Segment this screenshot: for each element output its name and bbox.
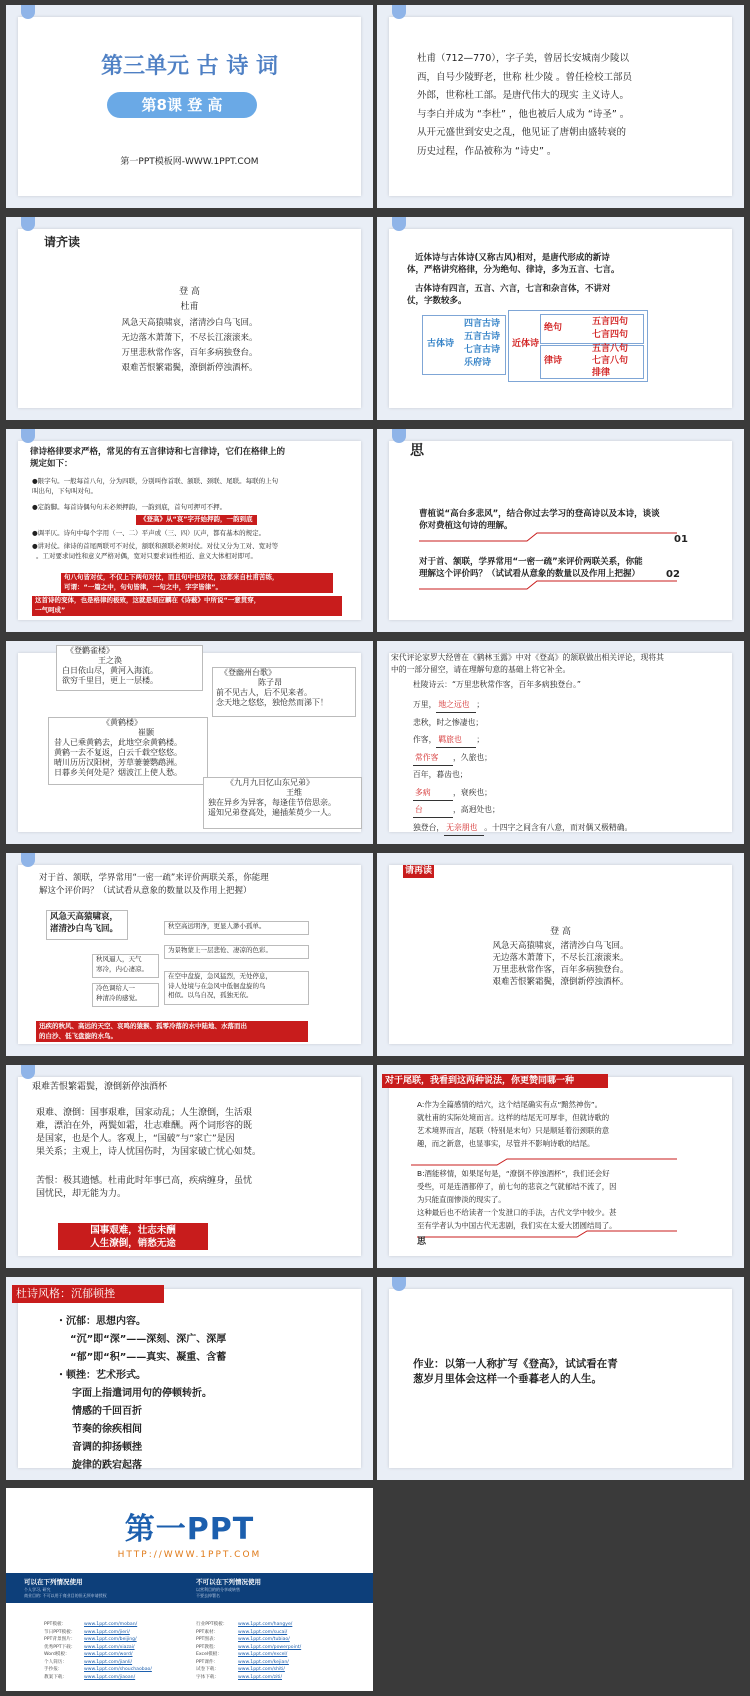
note-line: 冷色调给人一 — [96, 984, 135, 992]
slide-3[interactable] — [6, 217, 373, 420]
q1-line: 你对费植这句诗的理解。 — [419, 521, 513, 531]
red-note-2 — [32, 596, 342, 616]
lesson-pill: 第8课 登 高 — [107, 92, 257, 118]
style-line: 音调的抑扬顿挫 — [72, 1442, 142, 1453]
fill-row — [413, 821, 632, 836]
style-bar: 杜诗风格：沉郁顿挫 — [12, 1285, 164, 1303]
bio-line: 历史过程，作品被称为 “诗史” 。 — [417, 145, 557, 157]
link-label: 试卷下载： — [196, 1667, 219, 1672]
poem-d-author: 王维 — [286, 788, 302, 797]
link-label: PPT素材： — [196, 1629, 219, 1635]
link-label: PPT模板： — [44, 1622, 67, 1627]
view-a-line: 就杜甫的实际处境而言。这样的结尾无可厚非，但就诗歌的 — [417, 1113, 610, 1122]
poem-line: 艰难苦恨繁霜鬓，潦倒新停浊酒杯。 — [492, 977, 629, 987]
style-line: 字面上指遣词用句的停顿转折。 — [72, 1388, 212, 1399]
style-line: “郁”即“积”——真实、凝重、含蓄 — [70, 1352, 227, 1363]
fill-row — [413, 751, 492, 766]
style-line: “沉”即“深”——深刻、深广、深厚 — [70, 1334, 227, 1345]
link-url[interactable]: www.1ppt.com/ziti/ — [238, 1674, 282, 1680]
lv-item: 排律 — [592, 368, 611, 378]
fill-row — [413, 768, 468, 782]
style-line: 情感的千回百折 — [72, 1406, 142, 1417]
poem-author: 杜甫 — [180, 302, 199, 312]
link-label: Word模板： — [44, 1652, 70, 1657]
link-label: PPT课件： — [196, 1659, 219, 1665]
gu-label: 古体诗 — [427, 339, 455, 349]
jin-label: 近体诗 — [512, 339, 540, 349]
link-label: PPT图表： — [196, 1637, 219, 1642]
fill-row-suffix: ； — [476, 700, 485, 709]
note-box — [164, 971, 309, 1005]
gu-item: 五言古诗 — [464, 332, 501, 342]
note-box — [92, 954, 159, 978]
rules-title-2: 规定如下： — [30, 459, 73, 469]
analysis-line: 艰难、潦倒：国事艰难，国家动乱；人生潦倒，生活艰 — [36, 1108, 253, 1118]
bookmark-icon — [392, 1277, 406, 1291]
link-label: 教案下载： — [44, 1674, 67, 1680]
poem-b-author: 陈子昂 — [258, 678, 282, 687]
poem-line: 万里悲秋常作客，百年多病独登台。 — [121, 348, 258, 358]
fill-row-suffix: ； — [476, 735, 485, 744]
rhyme-note: 《登高》从“哀”字开始押韵，一韵到底 — [136, 515, 257, 525]
link-url[interactable]: www.1ppt.com/word/ — [84, 1652, 133, 1657]
slide-4[interactable] — [377, 217, 744, 420]
slide-12[interactable] — [377, 1065, 744, 1268]
fill-answer[interactable]: 多病 — [413, 786, 453, 801]
poem-c-line: 昔人已乘黄鹤去，此地空余黄鹤楼。 — [54, 738, 182, 747]
intro-line: 宋代评论家罗大经曾在《鹤林玉露》中对《登高》的颔联做出相关评论，现将其 — [391, 653, 664, 662]
ppt-logo: 第一PPT — [124, 1512, 255, 1547]
poem-line: 风急天高猿啸哀，渚清沙白鸟飞回。 — [121, 318, 258, 328]
poem-line: 风急天高猿啸哀，渚清沙白鸟飞回。 — [492, 941, 629, 951]
link-label: 优秀PPT下载： — [44, 1644, 76, 1650]
rule-line: ●定韵脚。每首诗偶句句末必须押韵，一韵到底，首句可押可不押。 — [32, 503, 227, 511]
rule-line: ●调平仄。诗句中每个字用（一、二）平声或（三、四）仄声，都有基本的规定。 — [32, 529, 266, 537]
analysis-line: 是国家，也是个人。客观上，“国破”与“家亡”是因 — [36, 1134, 235, 1144]
slide-14[interactable] — [377, 1277, 744, 1480]
poem-a-title: 《登鹳雀楼》 — [66, 646, 114, 655]
poem-line: 风急天高猿啸哀， — [50, 912, 119, 922]
question-underlines — [377, 429, 744, 632]
fill-row-suffix: ，高迥处也； — [453, 805, 500, 814]
view-b-line: 为只能直面惨淡的现实了。 — [417, 1195, 506, 1204]
bio-line: 外郎，世称杜工部。是唐代伟大的现实 主义诗人。 — [417, 90, 630, 101]
poem-d-title: 《九月九日忆山东兄弟》 — [226, 778, 314, 787]
poem-line: 无边落木萧萧下，不尽长江滚滚来。 — [492, 953, 629, 963]
poem-line: 渚清沙白鸟飞回。 — [50, 924, 119, 934]
view-b-line: 至有学者认为中国古代无悲剧，我们实在太爱大团圆结局了。 — [417, 1221, 617, 1230]
link-url[interactable]: www.1ppt.com/shouchaobao/ — [84, 1667, 152, 1672]
poem-line: 无边落木萧萧下，不尽长江滚滚来。 — [121, 333, 258, 343]
analysis-line: 苦恨：极其遗憾。杜甫此时年事已高，疾病缠身，虽忧 — [36, 1176, 253, 1186]
note-line: 种清冷的感觉。 — [96, 993, 142, 1002]
poem-d-line: 独在异乡为异客，每逢佳节倍思亲。 — [208, 798, 336, 807]
fill-row-suffix: ，衰疾也； — [453, 787, 492, 797]
fill-row-suffix: 。十四字之间含有八意，而对偶又极精确。 — [484, 822, 633, 832]
poem-title: 登 高 — [179, 287, 200, 297]
slide-2[interactable] — [377, 5, 744, 208]
analysis-line: 国忧民，却无能为力。 — [36, 1189, 127, 1199]
link-url[interactable]: www.1ppt.com/moban/ — [84, 1622, 138, 1627]
jue-label: 绝句 — [544, 323, 563, 333]
view-a-line: 趣，而之新意，也显事实，尽管并不影响诗歌的结尾。 — [417, 1139, 595, 1148]
fill-answer[interactable]: 无亲朋也 — [444, 821, 484, 836]
bio-line: 从开元盛世到安史之乱，他见证了唐朝由盛转衰的 — [417, 127, 627, 138]
fill-row — [413, 786, 492, 801]
poem-b-line: 前不见古人，后不见来者。 — [216, 688, 312, 697]
fill-row — [413, 698, 484, 713]
bookmark-icon — [392, 5, 406, 19]
bookmark-icon — [392, 217, 406, 231]
fill-row-suffix: ，久旅也； — [453, 752, 492, 762]
bookmark-icon — [21, 5, 35, 19]
site-credit: 第一PPT模板网-WWW.1PPT.COM — [120, 157, 259, 167]
link-label: PPT教程： — [196, 1644, 219, 1650]
link-label: 行业PPT模板： — [196, 1622, 228, 1627]
conclusion-box — [58, 1223, 208, 1250]
link-label: Excel模板： — [196, 1652, 222, 1657]
cannot-line: 以营利目的的分享或转售 — [196, 1587, 240, 1592]
slide-9[interactable] — [6, 853, 373, 1056]
link-url[interactable]: www.1ppt.com/jieri/ — [84, 1629, 130, 1635]
note-box: 秋空高远明净，更显人渺小孤单。 — [164, 921, 309, 935]
style-line: ・沉郁：思想内容。 — [56, 1316, 146, 1327]
style-line: 旋律的跌宕起落 — [72, 1460, 142, 1471]
style-line: 节奏的徐疾相间 — [72, 1424, 142, 1435]
fill-row-prefix: 独登台， — [413, 822, 445, 832]
poem-b-line: 念天地之悠悠，独怆然而涕下！ — [216, 698, 328, 707]
link-url[interactable]: www.1ppt.com/powerpoint/ — [238, 1644, 302, 1650]
red-note-1 — [61, 573, 333, 593]
poem-a-line: 白日依山尽，黄河入海流。 — [62, 666, 158, 675]
can-line: 商业目的: 不可以用于商业目的但无须申请授权 — [24, 1593, 107, 1598]
compare-bar: 对于尾联，我看到这两种说法，你更赞同哪一种 — [382, 1074, 608, 1088]
p1-line2: 体，严格讲究格律，分为绝句、律诗，多为五言、七言。 — [407, 265, 620, 275]
poem-c-author: 崔颢 — [138, 728, 154, 737]
bio-line: 与李白并成为 “李杜” ，他也被后人成为 “诗圣” 。 — [417, 108, 630, 120]
link-url[interactable]: www.1ppt.com/beijing/ — [84, 1637, 137, 1642]
note-line: 在空中盘旋，急风猛烈，无处停息， — [168, 972, 272, 980]
unit-title: 第三单元 古 诗 词 — [101, 54, 278, 79]
link-url[interactable]: www.1ppt.com/excel/ — [238, 1652, 288, 1657]
read-heading: 请齐读 — [44, 235, 81, 249]
bio-line: 杜甫（712—770），字子美，曾居长安城南少陵以 — [417, 53, 630, 64]
rule-line: 叫出句，下句叫对句。 — [32, 487, 97, 495]
slide-13[interactable] — [6, 1277, 373, 1480]
analysis-line: 难，漂泊在外，两鬓如霜，壮志难酬。两个词形容的既 — [36, 1121, 253, 1131]
poem-c-line: 黄鹤一去不复返，白云千载空悠悠。 — [54, 748, 182, 757]
can-line: 个人学习, 研究 — [24, 1587, 51, 1592]
fill-row — [413, 716, 483, 730]
note-box: 为景物蒙上一层悲怆、凄凉的色彩。 — [164, 945, 309, 959]
gu-item: 乐府诗 — [464, 358, 492, 368]
verse-line: 艰难苦恨繁霜鬓，潦倒新停浊酒杯 — [32, 1082, 168, 1092]
lv-item: 五言八句 — [592, 344, 629, 354]
view-b-line: 这种最后也不给读者一个发泄口的手法，古代文学中较少。甚 — [417, 1208, 617, 1217]
ppt-url: HTTP://WWW.1PPT.COM — [117, 1550, 262, 1560]
image-summary — [36, 1021, 308, 1042]
view-b-line: 受些，可是连酒都停了，前七句的悲哀之气就郁结不流了，因 — [417, 1182, 617, 1191]
summary-line: 的白沙、低飞盘旋的水鸟。 — [39, 1031, 117, 1040]
jue-item: 七言四句 — [592, 330, 629, 340]
link-label: PPT背景图片： — [44, 1637, 76, 1642]
style-line: ・顿挫：艺术形式。 — [56, 1370, 146, 1381]
slide-7[interactable] — [6, 641, 373, 844]
q1-line: 曹植说“高台多悲风”，结合你过去学习的登高诗以及本诗，谈谈 — [419, 509, 660, 519]
fill-row-prefix: 万里， — [413, 700, 437, 709]
note-box — [92, 983, 159, 1007]
slide-5[interactable] — [6, 429, 373, 632]
note-line: 诗人处境与在急风中低徊盘旋的鸟 — [168, 981, 266, 990]
slide-15[interactable] — [6, 1488, 373, 1691]
red-note-1-line: 可谓：“一篇之中，句句皆律，一句之中，字字皆律”。 — [64, 582, 223, 591]
fill-row — [413, 803, 500, 818]
poem-c-line: 日暮乡关何处是？烟波江上使人愁。 — [54, 768, 182, 777]
q1-number: 01 — [674, 534, 688, 545]
gu-item: 七言古诗 — [464, 345, 501, 355]
red-note-2-line: 一气呵成” — [35, 605, 66, 614]
q2-line: 对于首、颔联，学界常用“一密一疏”来评价两联关系，你能 — [419, 557, 643, 567]
link-url[interactable]: www.1ppt.com/kejian/ — [238, 1659, 289, 1665]
bookmark-icon — [21, 217, 35, 231]
link-label: 手抄报： — [44, 1667, 63, 1672]
conclusion-line: 国事艰难，壮志未酬 — [90, 1225, 176, 1236]
fill-row-prefix: 悲秋，时之惨凄也； — [413, 717, 484, 727]
intro-line: 中的一部分留空，请在理解句意的基础上将它补全。 — [391, 665, 571, 674]
slide-11[interactable] — [6, 1065, 373, 1268]
fill-row-prefix: 作客， — [413, 735, 437, 744]
q2-line: 理解这个评价吗？（试试看从意象的数量以及作用上把握） — [419, 569, 641, 579]
red-note-2-line: 这首诗的变体，也是格律的极致，这就是胡应麟在《诗薮》中所说“一意贯穿， — [35, 596, 261, 604]
poem-a-author: 王之涣 — [98, 656, 122, 665]
link-url[interactable]: www.1ppt.com/xiazai/ — [84, 1644, 135, 1650]
q2-number: 02 — [666, 569, 680, 580]
link-url[interactable]: www.1ppt.com/sucai/ — [238, 1629, 288, 1635]
jue-item: 五言四句 — [592, 317, 629, 327]
think-heading: 思 — [410, 443, 424, 459]
view-a-line: 艺术境界而言，尾联（特别是末句）只是顺延着衍颈联的意 — [417, 1126, 610, 1135]
poem-title: 登 高 — [550, 927, 571, 937]
homework-line: 作业：以第一人称扩写《登高》，试试看在青 — [413, 1358, 618, 1370]
rule-line: 。工对要求词性和意义严格对偶，宽对只要求词性相近、意义大体相对即可。 — [36, 552, 257, 560]
fill-row — [413, 733, 484, 748]
link-label: 个人简历： — [44, 1659, 67, 1665]
link-url[interactable]: www.1ppt.com/hangye/ — [238, 1622, 293, 1627]
gu-item: 四言古诗 — [464, 319, 501, 329]
analysis-line: 果关系；主观上，诗人忧国伤时，为国家破亡忧心如焚。 — [36, 1147, 262, 1157]
link-url[interactable]: www.1ppt.com/jiaoan/ — [84, 1674, 136, 1680]
accent-lines — [377, 1065, 744, 1268]
slide-10[interactable] — [377, 853, 744, 1056]
q-line: 解这个评价吗？（试试看从意象的数量以及作用上把握） — [39, 886, 252, 896]
bookmark-icon — [21, 429, 35, 443]
lv-item: 七言八句 — [592, 356, 629, 366]
poem-line: 艰难苦恨繁霜鬓，潦倒新停浊酒杯。 — [121, 363, 258, 373]
fill-answer[interactable]: 羁旅也 — [436, 733, 476, 748]
bio-line: 西，自号少陵野老，世称 杜少陵 。曾任检校工部员 — [417, 71, 633, 83]
poem-a-line: 欲穷千里目，更上一层楼。 — [62, 676, 158, 685]
cannot-line: 不要去掉署名 — [196, 1593, 220, 1598]
poem-d-line: 遥知兄弟登高处，遍插茱萸少一人。 — [208, 808, 336, 817]
link-url[interactable]: www.1ppt.com/shiti/ — [238, 1667, 285, 1672]
bookmark-icon — [21, 853, 35, 867]
reread-tag: 请再读 — [405, 866, 433, 876]
homework-line: 葱岁月里体会这样一个垂暮老人的人生。 — [413, 1373, 602, 1385]
fill-answer[interactable]: 地之远也 — [436, 698, 476, 713]
rules-title: 律诗格律要求严格，常见的有五言律诗和七言律诗，它们在格律上的 — [30, 447, 286, 457]
link-label: 节日PPT模板： — [44, 1629, 76, 1635]
quote-line: 杜陵诗云：“万里悲秋常作客，百年多病独登台。” — [413, 680, 581, 689]
p1-line1: 近体诗与古体诗(又称古风)相对，是唐代形成的新诗 — [415, 253, 610, 263]
link-url[interactable]: www.1ppt.com/jianli/ — [84, 1659, 133, 1665]
poem-c-line: 晴川历历汉阳树，芳草萋萋鹦鹉洲。 — [54, 758, 182, 767]
summary-line: 迅疾的秋风、高远的天空、哀鸣的猿猴、孤零冷落的水中陆地、水落而出 — [39, 1022, 247, 1030]
note-line: 寒冷，内心凄凉。 — [96, 964, 148, 973]
p2-line1: 古体诗有四言，五言、六言，七言和杂言体，不讲对 — [415, 284, 611, 294]
fill-answer[interactable]: 台 — [413, 803, 453, 818]
think-mark: 思 — [417, 1237, 427, 1247]
conclusion-line: 人生潦倒，销愁无途 — [90, 1238, 176, 1249]
note-line: 秋风逼人，天气 — [96, 955, 142, 963]
slide-1[interactable] — [6, 5, 373, 208]
link-label: 字体下载： — [196, 1674, 219, 1680]
rule-line: ●讲对仗。律诗的首尾两联可不对仗，颔联和颈联必须对仗。对仗又分为工对、宽对等 — [32, 542, 279, 550]
lv-label: 律诗 — [544, 356, 563, 366]
poem-c-title: 《黄鹤楼》 — [102, 718, 142, 727]
note-line: 相似。以鸟自况，孤独无依。 — [168, 991, 253, 999]
slide-8[interactable] — [377, 641, 744, 844]
poem-line: 万里悲秋常作客，百年多病独登台。 — [492, 965, 629, 975]
view-a-line: A:作为全篇感情的结穴，这个结尾确实有点“黯然神伤”。 — [417, 1100, 603, 1109]
q-line: 对于首、颔联，学界常用“一密一疏”来评价两联关系，你能理 — [39, 873, 269, 883]
fill-row-prefix: 百年，暮齿也； — [413, 770, 468, 779]
bookmark-icon — [21, 1065, 35, 1079]
fill-answer[interactable]: 常作客 — [413, 751, 453, 766]
rule-line: ●限字句。一般每首八句，分为四联，分别叫作首联、颔联、颈联、尾联。每联的上句 — [32, 477, 279, 485]
can-title: 可以在下列情况使用 — [24, 1578, 83, 1586]
view-b-line: B:酒能移情，如果尾句是，“潦倒不停浊酒杯”，我们还会好 — [417, 1169, 610, 1178]
cannot-title: 不可以在下列情况使用 — [196, 1578, 261, 1586]
slide-6[interactable] — [377, 429, 744, 632]
link-url[interactable]: www.1ppt.com/tubiao/ — [238, 1637, 290, 1642]
p2-line2: 仗，字数较多。 — [407, 296, 467, 306]
poem-b-title: 《登幽州台歌》 — [220, 668, 276, 677]
red-note-1-line: 句八句皆对仗，不仅上下两句对仗，而且句中也对仗，这都来自杜甫苦练， — [64, 573, 279, 581]
